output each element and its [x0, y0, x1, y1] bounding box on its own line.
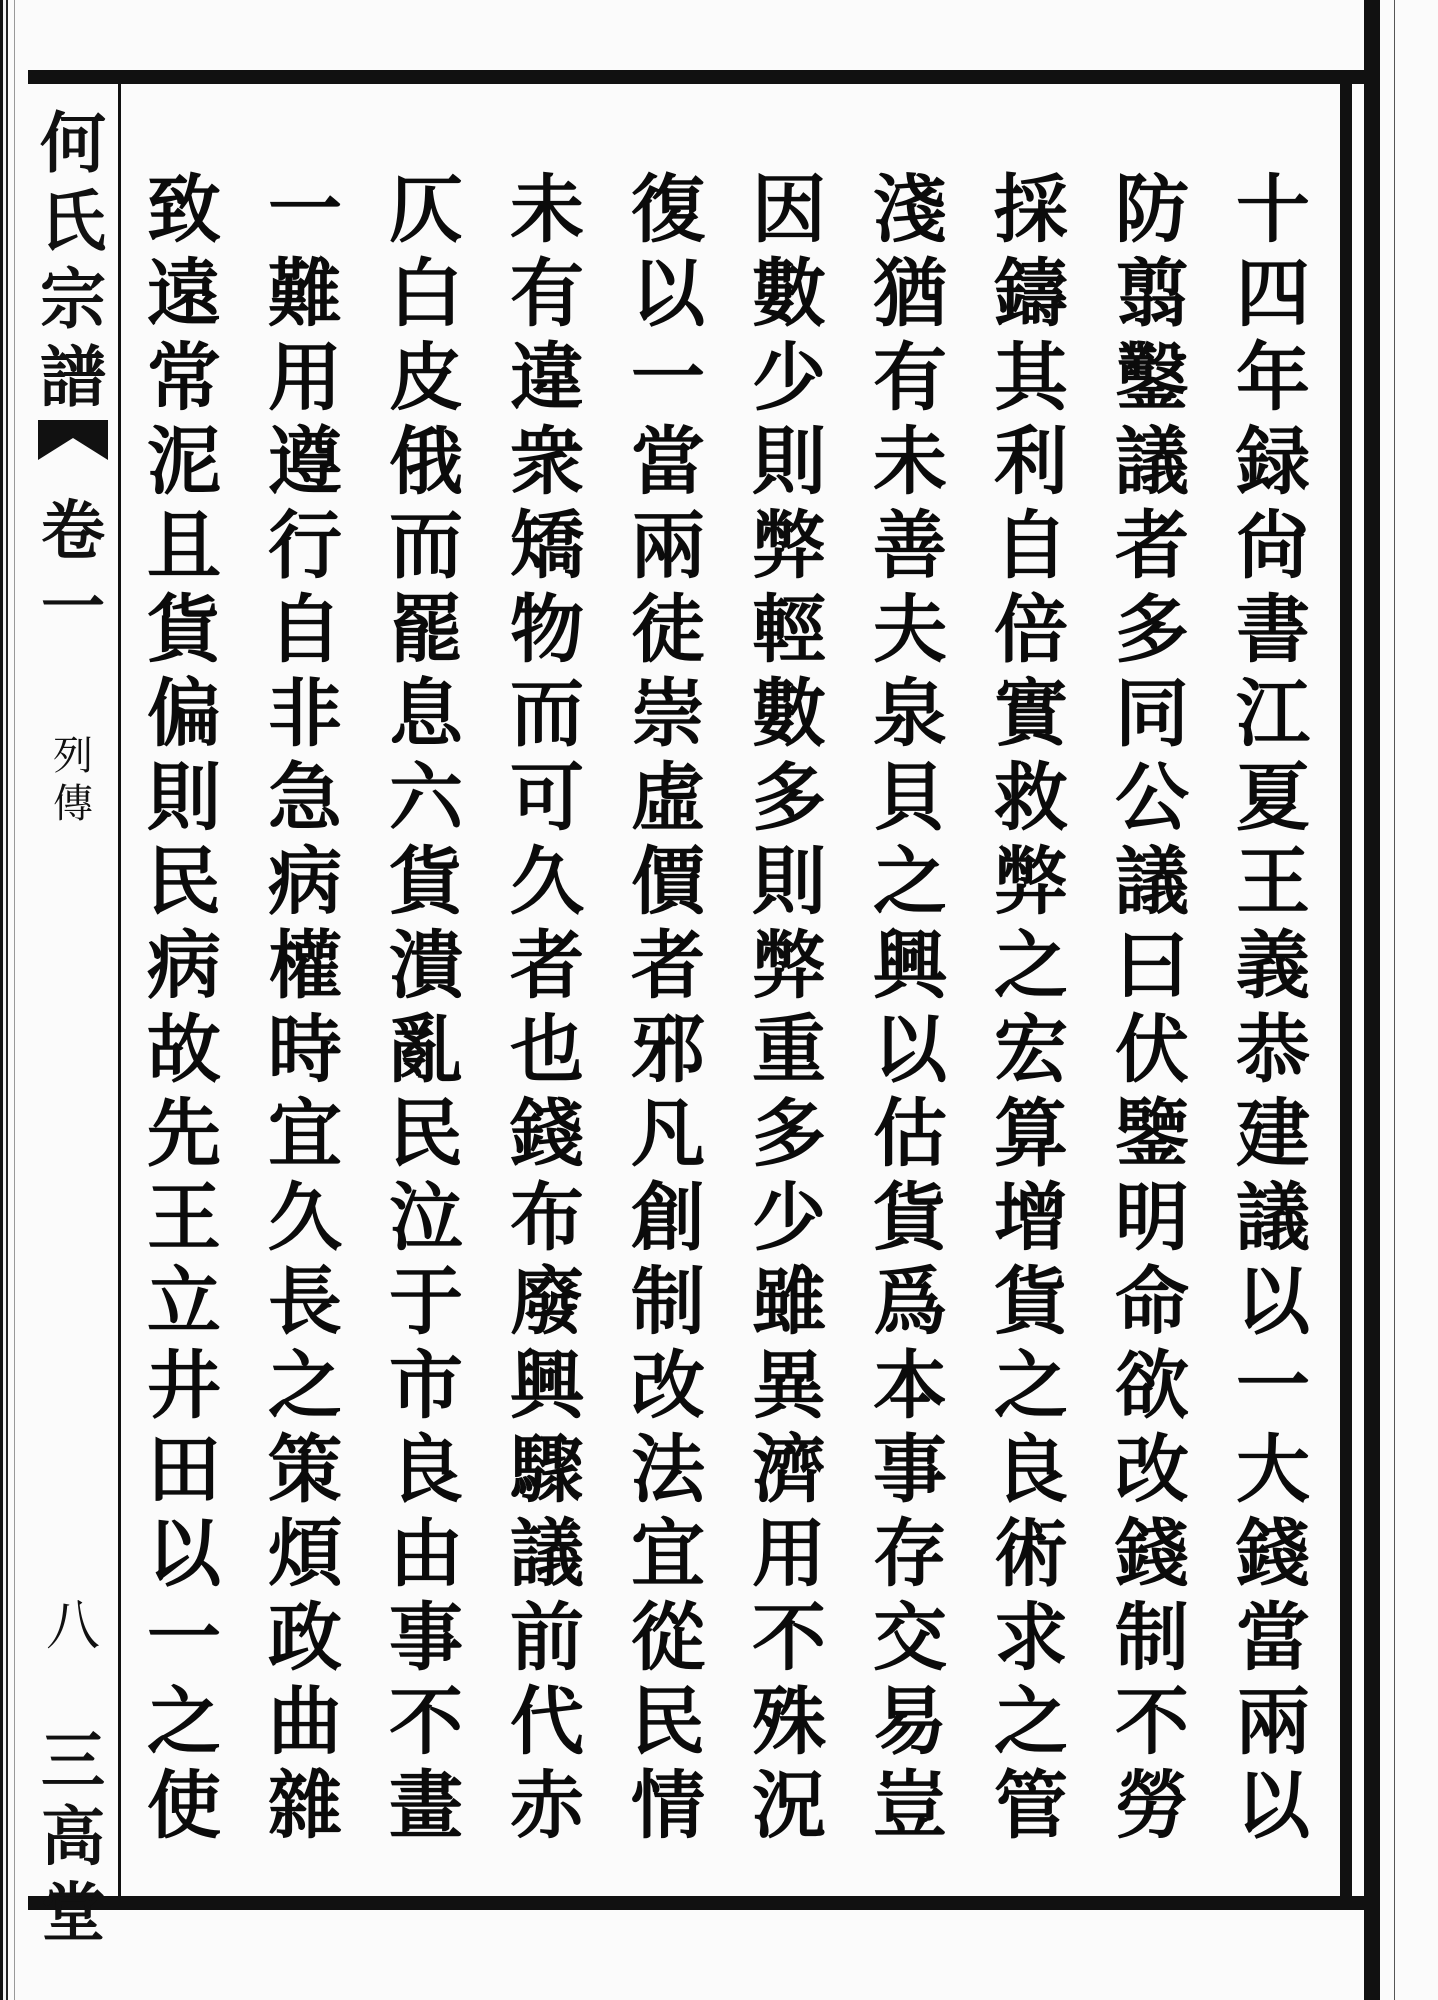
frame-left-rule [118, 84, 121, 1896]
margin-character: 氏 [40, 182, 106, 260]
character: 者 [1115, 503, 1189, 589]
character: 之 [994, 1679, 1068, 1765]
character: 良 [389, 1427, 463, 1513]
character: 宜 [268, 1091, 342, 1177]
character: 議 [1115, 419, 1189, 505]
margin-volume [28, 494, 118, 646]
character: 夫 [873, 587, 947, 673]
character: 曰 [1115, 923, 1189, 1009]
character: 存 [873, 1511, 947, 1597]
character: 兩 [1236, 1679, 1310, 1765]
bottom-frame-rule [28, 1896, 1378, 1910]
character: 重 [752, 1007, 826, 1093]
character: 弊 [994, 839, 1068, 925]
character: 則 [147, 755, 221, 841]
character: 前 [510, 1595, 584, 1681]
character: 從 [631, 1595, 705, 1681]
character: 情 [631, 1763, 705, 1849]
character: 以 [147, 1511, 221, 1597]
character: 泣 [389, 1175, 463, 1261]
character: 命 [1115, 1259, 1189, 1345]
character: 議 [1236, 1175, 1310, 1261]
margin-title [28, 104, 118, 416]
character: 貨 [873, 1175, 947, 1261]
character: 布 [510, 1175, 584, 1261]
character: 事 [873, 1427, 947, 1513]
character: 鑒 [1115, 1091, 1189, 1177]
character: 制 [631, 1259, 705, 1345]
character: 況 [752, 1763, 826, 1849]
character: 翦 [1115, 251, 1189, 337]
character: 倍 [994, 587, 1068, 673]
fish-tail-mark [28, 420, 118, 460]
character: 先 [147, 1091, 221, 1177]
margin-character: 高 [41, 1800, 105, 1875]
margin-page-number [28, 1594, 118, 1658]
character: 增 [994, 1175, 1068, 1261]
character: 虛 [631, 755, 705, 841]
character: 則 [752, 419, 826, 505]
character: 事 [389, 1595, 463, 1681]
character: 且 [147, 503, 221, 589]
character: 數 [752, 671, 826, 757]
character: 交 [873, 1595, 947, 1681]
character: 管 [994, 1763, 1068, 1849]
character: 不 [389, 1679, 463, 1765]
character: 算 [994, 1091, 1068, 1177]
character: 而 [389, 503, 463, 589]
character: 宏 [994, 1007, 1068, 1093]
character: 病 [147, 923, 221, 1009]
character: 求 [994, 1595, 1068, 1681]
character: 驟 [510, 1427, 584, 1513]
margin-character: 一 [41, 570, 105, 645]
character: 曲 [268, 1679, 342, 1765]
character: 實 [994, 671, 1068, 757]
character: 之 [268, 1343, 342, 1429]
character: 以 [1236, 1763, 1310, 1849]
margin-character: 何 [40, 104, 106, 182]
character: 夏 [1236, 755, 1310, 841]
character: 廢 [510, 1259, 584, 1345]
character: 復 [631, 167, 705, 253]
character: 法 [631, 1427, 705, 1513]
character: 使 [147, 1763, 221, 1849]
character: 行 [268, 503, 342, 589]
character: 利 [994, 419, 1068, 505]
character: 採 [994, 167, 1068, 253]
character: 仄 [389, 167, 463, 253]
character: 邪 [631, 1007, 705, 1093]
margin-character: 譜 [40, 338, 106, 416]
character: 弊 [752, 503, 826, 589]
margin-section [28, 732, 118, 828]
character: 議 [510, 1511, 584, 1597]
character: 六 [389, 755, 463, 841]
character: 淺 [873, 167, 947, 253]
character: 錢 [1115, 1511, 1189, 1597]
character: 用 [752, 1511, 826, 1597]
character: 義 [1236, 923, 1310, 1009]
character: 一 [268, 167, 342, 253]
text-column-1 [1213, 168, 1333, 1848]
character: 異 [752, 1343, 826, 1429]
text-column-2 [1092, 168, 1212, 1848]
character: 一 [147, 1595, 221, 1681]
margin-character: 八 [46, 1594, 100, 1657]
character: 泥 [147, 419, 221, 505]
character: 則 [752, 839, 826, 925]
character: 者 [631, 923, 705, 1009]
character: 俄 [389, 419, 463, 505]
character: 術 [994, 1511, 1068, 1597]
character: 自 [268, 587, 342, 673]
character: 病 [268, 839, 342, 925]
character: 可 [510, 755, 584, 841]
character: 代 [510, 1679, 584, 1765]
character: 明 [1115, 1175, 1189, 1261]
character: 年 [1236, 335, 1310, 421]
character: 多 [752, 755, 826, 841]
text-column-5 [729, 168, 849, 1848]
character: 長 [268, 1259, 342, 1345]
character: 凡 [631, 1091, 705, 1177]
character: 書 [1236, 587, 1310, 673]
margin-character: 卷 [41, 494, 105, 569]
character: 兩 [631, 503, 705, 589]
character: 徒 [631, 587, 705, 673]
character: 田 [147, 1427, 221, 1513]
character: 貨 [389, 839, 463, 925]
character: 衆 [510, 419, 584, 505]
character: 亂 [389, 1007, 463, 1093]
character: 罷 [389, 587, 463, 673]
character: 非 [268, 671, 342, 757]
character: 建 [1236, 1091, 1310, 1177]
character: 政 [268, 1595, 342, 1681]
character: 因 [752, 167, 826, 253]
character: 自 [994, 503, 1068, 589]
character: 改 [631, 1343, 705, 1429]
character: 鑿 [1115, 335, 1189, 421]
character: 偏 [147, 671, 221, 757]
character: 之 [994, 923, 1068, 1009]
character: 以 [1236, 1259, 1310, 1345]
character: 赤 [510, 1763, 584, 1849]
margin-character: 列 [53, 733, 93, 779]
character: 録 [1236, 419, 1310, 505]
character: 欲 [1115, 1343, 1189, 1429]
character: 一 [1236, 1343, 1310, 1429]
character: 弊 [752, 923, 826, 1009]
character: 物 [510, 587, 584, 673]
character: 故 [147, 1007, 221, 1093]
character: 江 [1236, 671, 1310, 757]
character: 雜 [268, 1763, 342, 1849]
character: 于 [389, 1259, 463, 1345]
character: 未 [510, 167, 584, 253]
margin-character: 堂 [41, 1876, 105, 1951]
character: 民 [147, 839, 221, 925]
character: 豈 [873, 1763, 947, 1849]
character: 改 [1115, 1427, 1189, 1513]
character: 致 [147, 167, 221, 253]
margin-character: 傳 [53, 781, 93, 827]
text-column-3 [971, 168, 1091, 1848]
character: 民 [631, 1679, 705, 1765]
character: 之 [994, 1343, 1068, 1429]
character: 策 [268, 1427, 342, 1513]
character: 制 [1115, 1595, 1189, 1681]
character: 猶 [873, 251, 947, 337]
margin-character: 三 [41, 1724, 105, 1799]
character: 公 [1115, 755, 1189, 841]
character: 十 [1236, 167, 1310, 253]
character: 白 [389, 251, 463, 337]
character: 矯 [510, 503, 584, 589]
character: 估 [873, 1091, 947, 1177]
character: 勞 [1115, 1763, 1189, 1849]
character: 貨 [994, 1259, 1068, 1345]
character: 伏 [1115, 1007, 1189, 1093]
character: 民 [389, 1091, 463, 1177]
character: 其 [994, 335, 1068, 421]
character: 多 [1115, 587, 1189, 673]
character: 皮 [389, 335, 463, 421]
character: 少 [752, 335, 826, 421]
character: 以 [631, 251, 705, 337]
character: 未 [873, 419, 947, 505]
character: 當 [1236, 1595, 1310, 1681]
right-page-edge [1348, 0, 1438, 2000]
character: 同 [1115, 671, 1189, 757]
character: 有 [873, 335, 947, 421]
character: 尙 [1236, 503, 1310, 589]
character: 潰 [389, 923, 463, 1009]
text-column-4 [850, 168, 970, 1848]
character: 錢 [1236, 1511, 1310, 1597]
character: 用 [268, 335, 342, 421]
text-column-8 [366, 168, 486, 1848]
character: 當 [631, 419, 705, 505]
character: 價 [631, 839, 705, 925]
character: 興 [510, 1343, 584, 1429]
character: 貨 [147, 587, 221, 673]
character: 四 [1236, 251, 1310, 337]
top-frame-rule [28, 70, 1378, 84]
character: 由 [389, 1511, 463, 1597]
character: 殊 [752, 1679, 826, 1765]
character: 久 [510, 839, 584, 925]
character: 雖 [752, 1259, 826, 1345]
character: 善 [873, 503, 947, 589]
character: 一 [631, 335, 705, 421]
character: 恭 [1236, 1007, 1310, 1093]
character: 濟 [752, 1427, 826, 1513]
main-text-area [128, 90, 1333, 1890]
margin-column [28, 84, 118, 1951]
character: 遠 [147, 251, 221, 337]
character: 時 [268, 1007, 342, 1093]
character: 權 [268, 923, 342, 1009]
character: 不 [752, 1595, 826, 1681]
character: 爲 [873, 1259, 947, 1345]
character: 急 [268, 755, 342, 841]
character: 本 [873, 1343, 947, 1429]
fish-tail-icon [38, 420, 108, 460]
character: 煩 [268, 1511, 342, 1597]
character: 良 [994, 1427, 1068, 1513]
character: 議 [1115, 839, 1189, 925]
character: 而 [510, 671, 584, 757]
character: 數 [752, 251, 826, 337]
character: 輕 [752, 587, 826, 673]
character: 興 [873, 923, 947, 1009]
character: 泉 [873, 671, 947, 757]
character: 常 [147, 335, 221, 421]
character: 違 [510, 335, 584, 421]
frame-right-rule [1340, 84, 1352, 1896]
margin-character: 宗 [40, 260, 106, 338]
character: 貝 [873, 755, 947, 841]
text-column-6 [608, 168, 728, 1848]
character: 錢 [510, 1091, 584, 1177]
character: 有 [510, 251, 584, 337]
character: 者 [510, 923, 584, 1009]
character: 易 [873, 1679, 947, 1765]
character: 多 [752, 1091, 826, 1177]
character: 王 [1236, 839, 1310, 925]
character: 也 [510, 1007, 584, 1093]
character: 遵 [268, 419, 342, 505]
character: 救 [994, 755, 1068, 841]
character: 崇 [631, 671, 705, 757]
character: 市 [389, 1343, 463, 1429]
character: 之 [147, 1679, 221, 1765]
character: 息 [389, 671, 463, 757]
character: 王 [147, 1175, 221, 1261]
character: 畫 [389, 1763, 463, 1849]
text-column-9 [245, 168, 365, 1848]
character: 不 [1115, 1679, 1189, 1765]
character: 鑄 [994, 251, 1068, 337]
text-column-7 [487, 168, 607, 1848]
character: 大 [1236, 1427, 1310, 1513]
character: 立 [147, 1259, 221, 1345]
character: 創 [631, 1175, 705, 1261]
character: 久 [268, 1175, 342, 1261]
margin-hall-name [28, 1724, 118, 1952]
character: 防 [1115, 167, 1189, 253]
left-page-edge [0, 0, 26, 2000]
character: 以 [873, 1007, 947, 1093]
character: 之 [873, 839, 947, 925]
character: 難 [268, 251, 342, 337]
character: 宜 [631, 1511, 705, 1597]
character: 少 [752, 1175, 826, 1261]
character: 井 [147, 1343, 221, 1429]
text-column-10 [124, 168, 244, 1848]
